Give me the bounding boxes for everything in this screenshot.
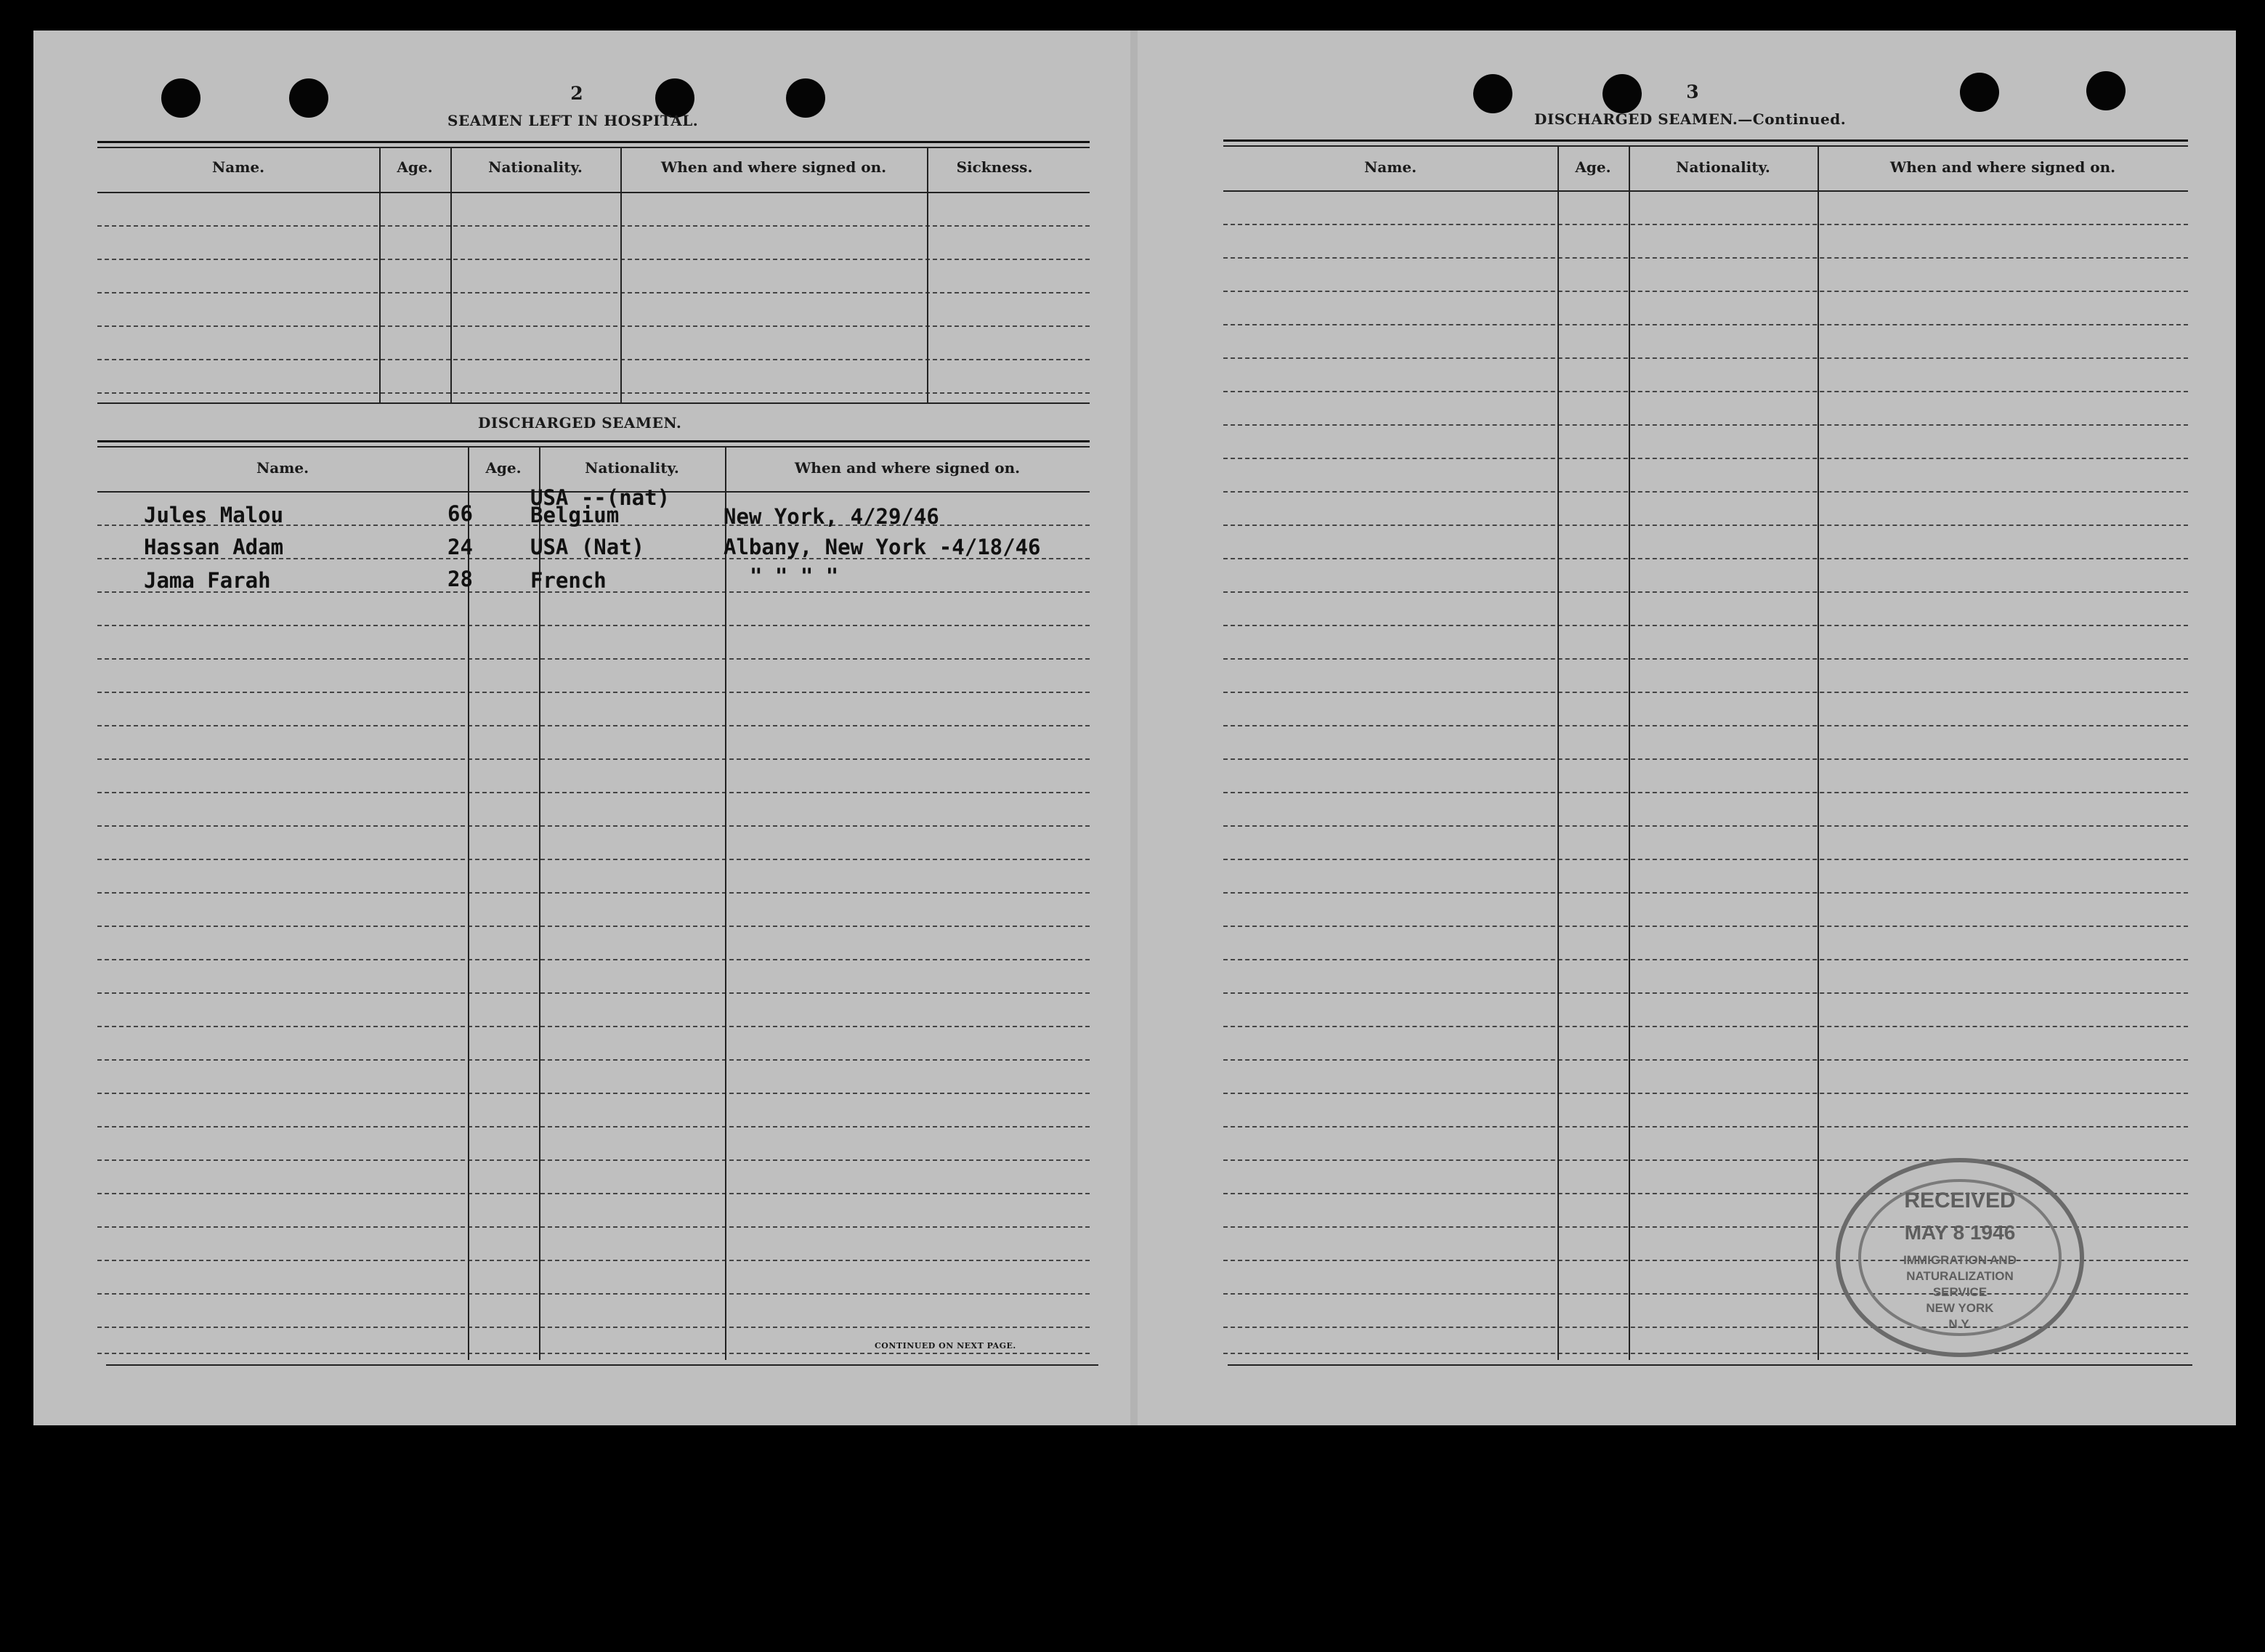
ruled-line <box>1223 825 2188 827</box>
seaman-nationality-note: USA --(nat) <box>530 485 670 510</box>
discharged-table-top-rule <box>97 446 1090 448</box>
ruled-line <box>1223 892 2188 894</box>
column-divider <box>450 148 452 402</box>
punch-hole <box>1473 74 1512 113</box>
ruled-line <box>1223 491 2188 493</box>
table-top-rule <box>1223 145 2188 147</box>
ruled-line <box>97 658 1090 660</box>
seaman-age: 66 <box>447 501 473 526</box>
ruled-line <box>97 1193 1090 1194</box>
page-fold <box>1130 31 1138 1425</box>
discharged-table-bottom-rule <box>106 1364 1098 1366</box>
ruled-line <box>1223 224 2188 225</box>
ruled-line <box>97 259 1090 260</box>
hospital-col-age: Age. <box>397 158 433 176</box>
stamp-line-5: SERVICE <box>1932 1285 1988 1299</box>
ruled-line <box>1223 758 2188 760</box>
ruled-line <box>97 792 1090 793</box>
discharged-section-title: DISCHARGED SEAMEN. <box>478 414 682 432</box>
column-divider <box>1629 147 1630 1360</box>
table-top-rule <box>1223 139 2188 142</box>
ruled-line <box>1223 291 2188 292</box>
punch-hole <box>161 78 200 118</box>
ruled-line <box>1223 859 2188 860</box>
ruled-line <box>1223 959 2188 960</box>
received-stamp <box>1834 1155 2086 1360</box>
seaman-signed-on: New York, 4/29/46 <box>724 504 939 529</box>
header-rule <box>1223 190 2188 192</box>
seaman-name: Jama Farah <box>144 568 271 593</box>
ruled-line <box>97 1126 1090 1127</box>
ruled-line <box>97 392 1090 394</box>
stamp-line-4: NATURALIZATION <box>1906 1269 2014 1283</box>
left-page <box>33 31 1130 1425</box>
hospital-col-signed-on: When and where signed on. <box>660 158 887 176</box>
punch-hole <box>1602 74 1642 113</box>
punch-hole <box>1960 73 1999 112</box>
ruled-line <box>1223 725 2188 726</box>
seaman-age: 24 <box>447 535 473 559</box>
seaman-nationality: Belgium <box>530 503 620 527</box>
ruled-line <box>1223 1093 2188 1094</box>
ruled-line <box>1223 926 2188 927</box>
ruled-line <box>1223 391 2188 392</box>
ruled-line <box>97 825 1090 827</box>
hospital-col-sickness: Sickness. <box>956 158 1033 176</box>
seaman-nationality: USA (Nat) <box>530 535 645 559</box>
ruled-line <box>97 1293 1090 1295</box>
seaman-signed-on: Albany, New York -4/18/46 <box>724 535 1041 559</box>
ruled-line <box>97 725 1090 726</box>
ruled-line <box>1223 525 2188 526</box>
hospital-header-rule <box>97 192 1090 193</box>
seaman-nationality: French <box>530 568 607 593</box>
stamp-line-3: IMMIGRATION AND <box>1903 1253 2017 1267</box>
ruled-line <box>97 692 1090 693</box>
ruled-line <box>1223 692 2188 693</box>
page-number: 3 <box>1686 81 1699 102</box>
ruled-line <box>97 892 1090 894</box>
ruled-line <box>97 758 1090 760</box>
punch-hole <box>786 78 825 118</box>
ruled-line <box>97 992 1090 994</box>
ruled-line <box>1223 658 2188 660</box>
document-sheet <box>33 31 2236 1425</box>
column-divider <box>1818 147 1819 1360</box>
discharged-col-nationality: Nationality. <box>585 459 679 477</box>
ruled-line <box>1223 625 2188 626</box>
hospital-col-name: Name. <box>211 158 265 176</box>
discharged-table-top-rule <box>97 440 1090 442</box>
ruled-line <box>1223 591 2188 593</box>
ruled-line <box>97 225 1090 227</box>
seaman-name: Jules Malou <box>144 503 284 527</box>
seaman-age: 28 <box>447 567 473 591</box>
ruled-line <box>1223 792 2188 793</box>
discharged-continued-title: DISCHARGED SEAMEN.—Continued. <box>1534 110 1847 128</box>
col-age: Age. <box>1575 158 1611 176</box>
ruled-line <box>1223 558 2188 559</box>
punch-hole <box>289 78 328 118</box>
ruled-line <box>97 1026 1090 1027</box>
discharged-col-name: Name. <box>256 459 309 477</box>
col-signed-on: When and where signed on. <box>1889 158 2116 176</box>
ruled-line <box>1223 1059 2188 1061</box>
ruled-line <box>1223 1126 2188 1127</box>
ruled-line <box>97 625 1090 626</box>
column-divider <box>927 148 928 402</box>
hospital-table-top-rule <box>97 141 1090 143</box>
column-divider <box>725 448 726 1360</box>
ruled-line <box>1223 424 2188 426</box>
ruled-line <box>97 1059 1090 1061</box>
hospital-col-nationality: Nationality. <box>488 158 583 176</box>
table-bottom-rule <box>1228 1364 2192 1366</box>
page-number: 2 <box>570 83 583 104</box>
ruled-line <box>97 1159 1090 1161</box>
punch-hole <box>2086 71 2126 110</box>
ruled-line <box>1223 324 2188 325</box>
stamp-line-7: N.Y. <box>1948 1317 1972 1331</box>
discharged-col-age: Age. <box>485 459 522 477</box>
ruled-line <box>97 1226 1090 1228</box>
continued-footer: CONTINUED ON NEXT PAGE. <box>875 1341 1016 1351</box>
ruled-line <box>1223 458 2188 459</box>
col-name: Name. <box>1364 158 1417 176</box>
hospital-table-top-rule <box>97 147 1090 148</box>
col-nationality: Nationality. <box>1676 158 1770 176</box>
seaman-signed-on: " " " " <box>750 564 839 588</box>
discharged-col-signed-on: When and where signed on. <box>794 459 1021 477</box>
ruled-line <box>1223 1026 2188 1027</box>
ruled-line <box>97 859 1090 860</box>
stamp-line-6: NEW YORK <box>1926 1301 1994 1315</box>
hospital-table-bottom-rule <box>97 402 1090 404</box>
ruled-line <box>97 1327 1090 1328</box>
ruled-line <box>97 1260 1090 1261</box>
column-divider <box>1557 147 1559 1360</box>
stamp-line-1: RECEIVED <box>1904 1189 2016 1212</box>
column-divider <box>379 148 381 402</box>
ruled-line <box>97 926 1090 927</box>
ruled-line <box>1223 257 2188 259</box>
ruled-line <box>1223 992 2188 994</box>
ruled-line <box>97 359 1090 360</box>
ruled-line <box>97 292 1090 293</box>
ruled-line <box>1223 357 2188 359</box>
stamp-line-2: MAY 8 1946 <box>1904 1221 2016 1244</box>
hospital-section-title: SEAMEN LEFT IN HOSPITAL. <box>447 112 699 129</box>
ruled-line <box>97 1093 1090 1094</box>
seaman-name: Hassan Adam <box>144 535 284 559</box>
ruled-line <box>97 1353 1090 1354</box>
ruled-line <box>97 325 1090 327</box>
column-divider <box>620 148 622 402</box>
stamp-graphic <box>1834 1155 2086 1360</box>
ruled-line <box>97 959 1090 960</box>
